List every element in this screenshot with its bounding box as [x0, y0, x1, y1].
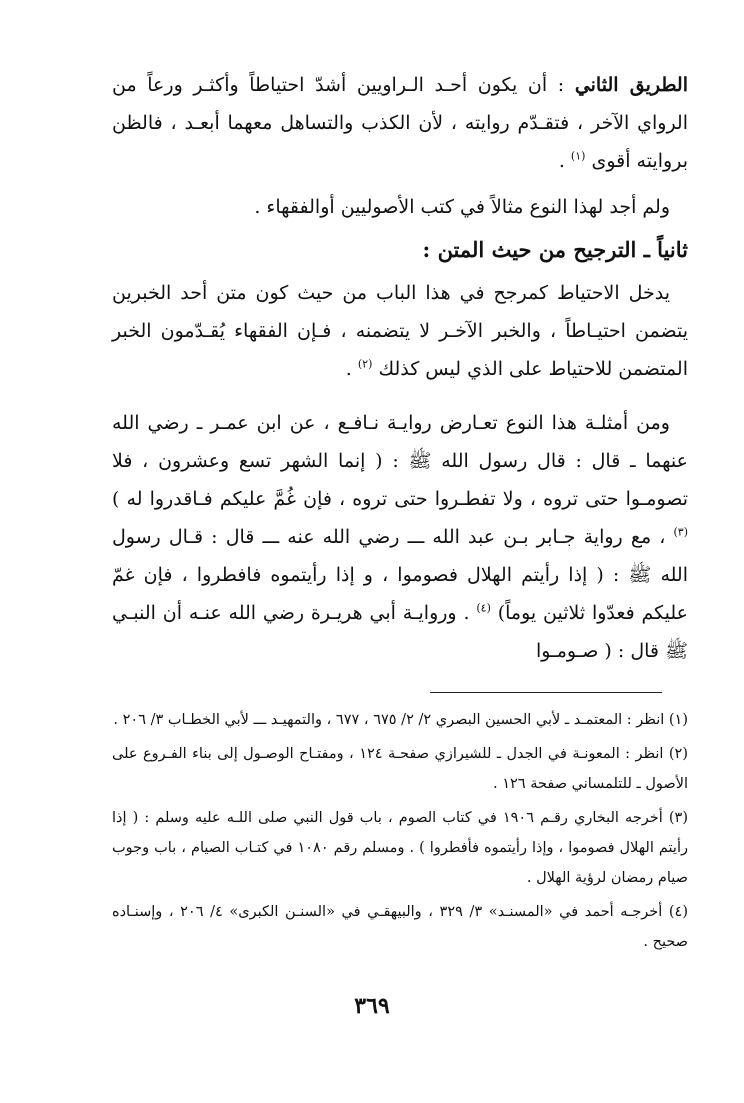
paragraph-lead: الطريق الثاني: [574, 74, 688, 96]
section-heading: ثانياً ـ الترجيح من حيث المتن :: [422, 237, 688, 262]
paragraph-text: : أن يكون أحـد الـراويين أشدّ احتياطاً وأكثـر ورعاً من الرواي الآخر ، فتقـدّم روايته ، لأن الكذب والتساهل معهما أبعـد ، فالظن بروايته أقوى: [112, 74, 688, 172]
paragraph-text-precedence: يدخل الاحتياط كمرجح في هذا الباب من حيث كون متن أحد الخبرين يتضمن احتيـاطاً ، والخبر الآخـر لا يتضمنه ، فـإن الفقهاء يُقـدّمون الخبر المتضمن للاحتياط على الذي ليس كذلك $^{(٢)}$ .: [112, 282, 688, 380]
main-text: [112, 66, 688, 670]
footnote-ref-3[interactable]: (٣): [673, 525, 689, 539]
footnotes: [112, 705, 688, 961]
footnote-ref-2[interactable]: (٢): [357, 357, 373, 371]
paragraph-no-example: ولم أجد لهذا النوع مثالاً في كتب الأصوليين أوالفقهاء .: [254, 196, 670, 218]
footnote-ref-4[interactable]: (٤): [476, 601, 491, 615]
page-number: ٣٦٩: [354, 993, 390, 1019]
footnote-4: (٤) أخرجـه أحمد في «المسنـد» ٣/ ٣٢٩ ، والبيهقـي في «السنـن الكبرى» ٤/ ٢٠٦ ، وإسنـاده صحيح .: [112, 904, 688, 950]
paragraph-first-method: الطريق الثاني : أن يكون أحـد الـراويين أشدّ احتياطاً وأكثـر ورعاً من الرواي الآخر ، فتقـدّم روايته ، لأن الكذب والتساهل معهما أبعـد ، فالظن بروايته أقوى $^{(١)}$ .: [112, 74, 688, 172]
footnote-2: (٢) انظر : المعونـة في الجدل ـ للشيرازي صفحـة ١٢٤ ، ومفتـاح الوصـول إلى بناء الفـروع على الأصول ـ للتلمساني صفحة ١٢٦ .: [112, 746, 689, 792]
footnote-divider: [430, 692, 662, 693]
paragraph-examples: ومن أمثلـة هذا النوع تعـارض روايـة نـافـع ، عن ابن عمـر ـ رضي الله عنهما ـ قال : قال رسول الله ﷺ : ( إنما الشهر تسع وعشرون ، فلا تصومـوا حتى تروه ، ولا تفطـروا حتى تروه ، فإن غُمَّ عليكم فـاقدروا له ) $^{(٣)}$ ، مع رواية جـابر بـن عبد الله ـــ رضي الله عنه ـــ قال : قـال رسول الله ﷺ : ( إذا رأيتم الهلال فصوموا ، و إذا رأيتموه فافطروا ، فإن غمّ عليكم فعدّوا ثلاثين يوماً) $^{(٤)}$ . وروايـة أبي هريـرة رضي الله عنـه أن النبـي ﷺ قال : ( صـومـوا: [112, 412, 689, 662]
footnote-ref-1[interactable]: (١): [570, 149, 586, 163]
footnote-3: (٣) أخرجه البخاري رقـم ١٩٠٦ في كتاب الصوم ، باب قول النبي صلى اللـه عليه وسلم : ( إذا رأيتم الهلال فصوموا ، وإذا رأيتموه فأفطروا ) . ومسلم رقم ١٠٨٠ في كتـاب الصيام ، باب وجوب صيام رمضان لرؤية الهلال .: [112, 810, 688, 886]
footnote-1: (١) انظر : المعتمـد ـ لأبي الحسين البصري ٢/ ٢/ ٦٧٥ ، ٦٧٧ ، والتمهيـد ـــ لأبي الخطـاب ٣/ ٢٠٦ .: [113, 712, 688, 728]
